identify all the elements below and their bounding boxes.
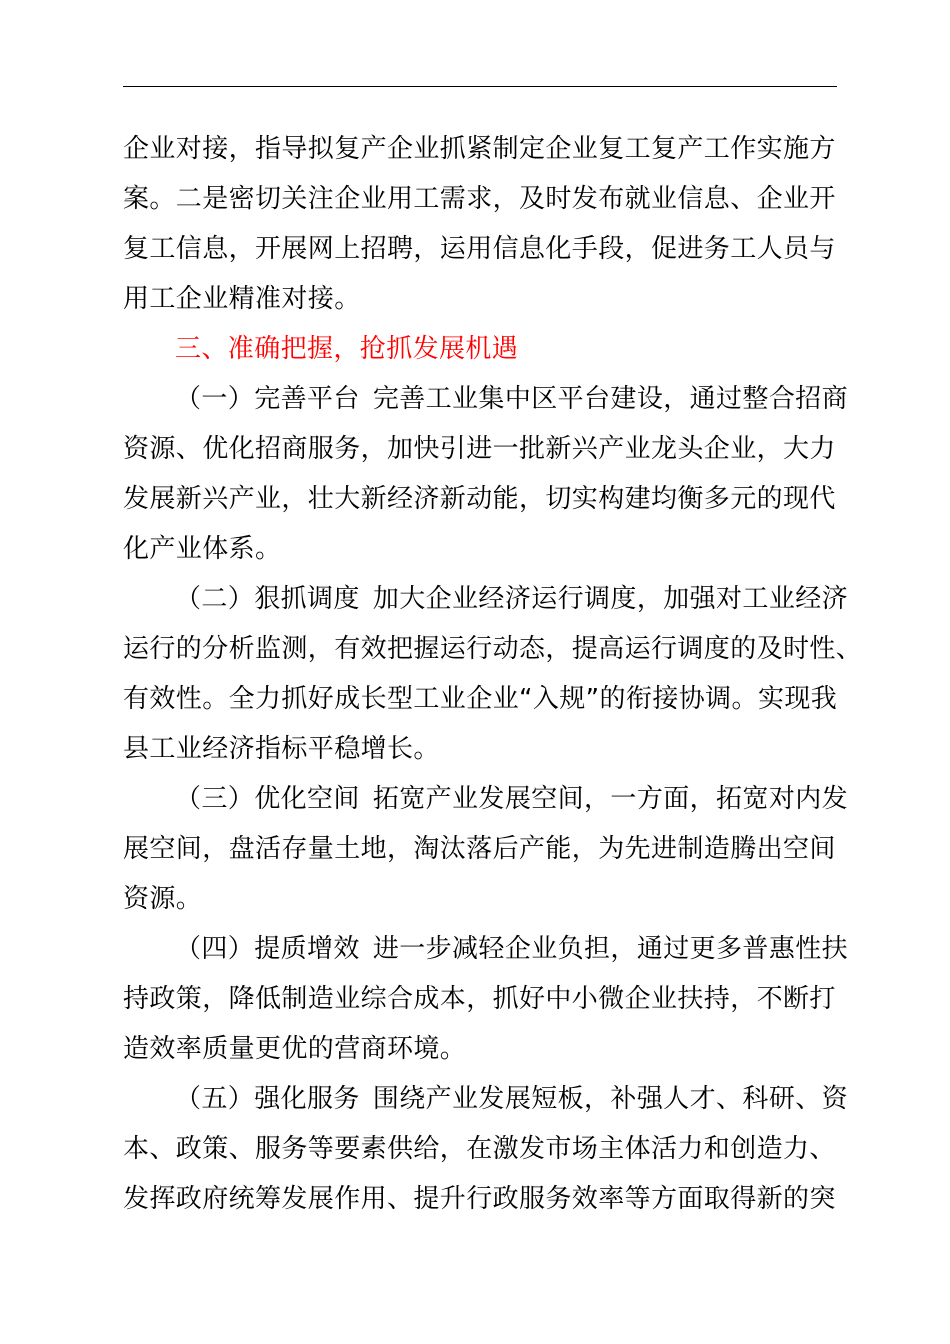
paragraph-line: 县工业经济指标平稳增长。 bbox=[123, 734, 440, 764]
item-2-text: 加大企业经济运行调度，加强对工业经济 bbox=[372, 584, 849, 614]
paragraph-line: 资源、优化招商服务，加快引进一批新兴产业龙头企业，大力 bbox=[123, 434, 836, 464]
paragraph-line: 化产业体系。 bbox=[123, 534, 282, 564]
paragraph-line: 企业对接，指导拟复产企业抓紧制定企业复工复产工作实施方 bbox=[123, 134, 836, 164]
paragraph-line: 发展新兴产业，壮大新经济新动能，切实构建均衡多元的现代 bbox=[123, 484, 836, 514]
item-1-title: （一）完善平台 bbox=[175, 384, 360, 414]
item-2-title: （二）狠抓调度 bbox=[175, 584, 360, 614]
item-2-first-line bbox=[123, 574, 849, 624]
item-1-first-line bbox=[123, 374, 849, 424]
item-5-title: （五）强化服务 bbox=[175, 1084, 360, 1114]
item-1-text: 完善工业集中区平台建设，通过整合招商 bbox=[372, 384, 849, 414]
paragraph-line: 持政策，降低制造业综合成本，抓好中小微企业扶持，不断打 bbox=[123, 984, 836, 1014]
document-body bbox=[123, 124, 863, 1224]
paragraph-line: 发挥政府统筹发展作用、提升行政服务效率等方面取得新的突 bbox=[123, 1184, 836, 1214]
item-4-first-line bbox=[123, 924, 849, 974]
paragraph-line: 运行的分析监测，有效把握运行动态，提高运行调度的及时性、 bbox=[123, 634, 863, 664]
item-5-text: 围绕产业发展短板，补强人才、科研、资 bbox=[372, 1084, 849, 1114]
paragraph-line: 有效性。全力抓好成长型工业企业“入规”的衔接协调。实现我 bbox=[123, 684, 838, 714]
item-3-title: （三）优化空间 bbox=[175, 784, 360, 814]
paragraph-line: 案。二是密切关注企业用工需求，及时发布就业信息、企业开 bbox=[123, 184, 836, 214]
paragraph-line: 造效率质量更优的营商环境。 bbox=[123, 1034, 467, 1064]
item-4-text: 进一步减轻企业负担，通过更多普惠性扶 bbox=[372, 934, 849, 964]
item-5-first-line bbox=[123, 1074, 849, 1124]
item-4-title: （四）提质增效 bbox=[175, 934, 360, 964]
paragraph-line: 用工企业精准对接。 bbox=[123, 284, 361, 314]
header-rule bbox=[123, 86, 837, 87]
paragraph-line: 展空间，盘活存量土地，淘汰落后产能，为先进制造腾出空间 bbox=[123, 834, 836, 864]
paragraph-line: 复工信息，开展网上招聘，运用信息化手段，促进务工人员与 bbox=[123, 234, 836, 264]
item-3-first-line bbox=[123, 774, 849, 824]
paragraph-line: 本、政策、服务等要素供给，在激发市场主体活力和创造力、 bbox=[123, 1134, 836, 1164]
paragraph-line: 资源。 bbox=[123, 884, 203, 914]
section-heading: 三、准确把握，抢抓发展机遇 bbox=[175, 334, 519, 364]
item-3-text: 拓宽产业发展空间，一方面，拓宽对内发 bbox=[372, 784, 849, 814]
